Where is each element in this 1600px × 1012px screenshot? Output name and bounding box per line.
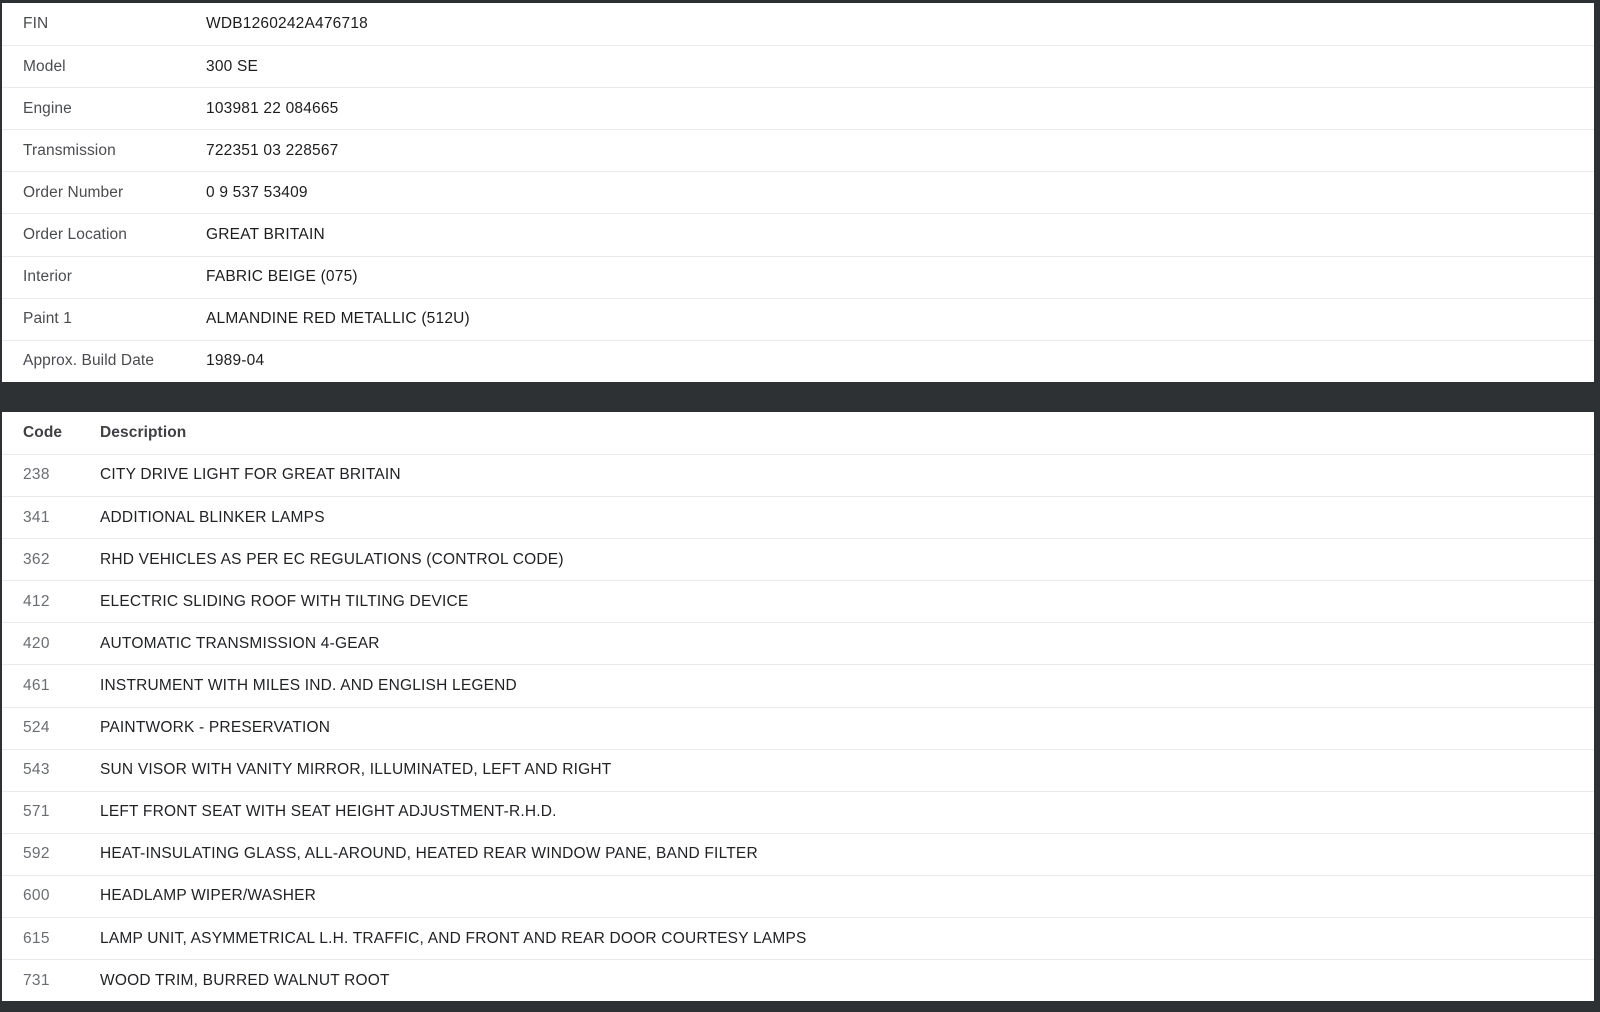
code-row <box>2 664 1594 706</box>
description-cell: RHD VEHICLES AS PER EC REGULATIONS (CONTROL CODE) <box>100 550 564 568</box>
codes-header-row <box>2 412 1594 454</box>
info-row-engine <box>2 87 1594 129</box>
description-cell: PAINTWORK - PRESERVATION <box>100 719 331 737</box>
code-row <box>2 917 1594 959</box>
description-cell: CITY DRIVE LIGHT FOR GREAT BRITAIN <box>100 466 401 484</box>
description-cell: ADDITIONAL BLINKER LAMPS <box>100 508 325 526</box>
info-row-fin <box>2 3 1594 45</box>
code-cell: 592 <box>23 845 50 863</box>
info-value: 722351 03 228567 <box>206 141 339 159</box>
code-row <box>2 959 1594 1001</box>
description-cell: SUN VISOR WITH VANITY MIRROR, ILLUMINATED, LEFT AND RIGHT <box>100 761 612 779</box>
info-row-build-date <box>2 340 1594 382</box>
info-label: Interior <box>23 268 73 286</box>
info-label: Approx. Build Date <box>23 352 155 370</box>
info-label: Paint 1 <box>23 310 72 328</box>
code-row <box>2 875 1594 917</box>
code-row <box>2 833 1594 875</box>
info-value: WDB1260242A476718 <box>206 15 368 33</box>
option-codes-table <box>2 412 1594 1001</box>
code-cell: 543 <box>23 761 50 779</box>
info-label: Order Number <box>23 183 124 201</box>
description-cell: LEFT FRONT SEAT WITH SEAT HEIGHT ADJUSTMENT-R.H.D. <box>100 803 557 821</box>
description-cell: LAMP UNIT, ASYMMETRICAL L.H. TRAFFIC, AND FRONT AND REAR DOOR COURTESY LAMPS <box>100 929 807 947</box>
code-row <box>2 454 1594 496</box>
code-column-header: Code <box>23 423 63 441</box>
code-row <box>2 707 1594 749</box>
info-value: FABRIC BEIGE (075) <box>206 268 358 286</box>
description-cell: AUTOMATIC TRANSMISSION 4-GEAR <box>100 634 380 652</box>
description-column-header: Description <box>100 423 187 441</box>
code-row <box>2 622 1594 664</box>
info-value: 1989-04 <box>206 352 265 370</box>
code-row <box>2 580 1594 622</box>
info-value: GREAT BRITAIN <box>206 226 325 244</box>
info-label: FIN <box>23 15 49 33</box>
info-row-model <box>2 45 1594 87</box>
info-label: Order Location <box>23 226 127 244</box>
code-row <box>2 538 1594 580</box>
code-cell: 600 <box>23 887 50 905</box>
code-cell: 461 <box>23 676 50 694</box>
info-row-paint <box>2 298 1594 340</box>
info-value: ALMANDINE RED METALLIC (512U) <box>206 310 470 328</box>
code-cell: 341 <box>23 508 50 526</box>
info-value: 0 9 537 53409 <box>206 183 308 201</box>
code-cell: 571 <box>23 803 50 821</box>
description-cell: ELECTRIC SLIDING ROOF WITH TILTING DEVICE <box>100 592 469 610</box>
info-value: 103981 22 084665 <box>206 99 339 117</box>
info-label: Model <box>23 57 66 75</box>
code-cell: 412 <box>23 592 50 610</box>
vehicle-info-table <box>2 3 1594 382</box>
code-cell: 615 <box>23 929 50 947</box>
info-row-transmission <box>2 129 1594 171</box>
code-cell: 362 <box>23 550 50 568</box>
description-cell: INSTRUMENT WITH MILES IND. AND ENGLISH LEGEND <box>100 676 517 694</box>
info-row-interior <box>2 256 1594 298</box>
code-row <box>2 791 1594 833</box>
code-cell: 731 <box>23 971 50 989</box>
info-row-order-location <box>2 213 1594 255</box>
info-label: Engine <box>23 99 72 117</box>
code-row <box>2 749 1594 791</box>
code-cell: 238 <box>23 466 50 484</box>
code-row <box>2 496 1594 538</box>
info-label: Transmission <box>23 141 116 159</box>
description-cell: HEAT-INSULATING GLASS, ALL-AROUND, HEATED REAR WINDOW PANE, BAND FILTER <box>100 845 758 863</box>
description-cell: HEADLAMP WIPER/WASHER <box>100 887 317 905</box>
code-cell: 420 <box>23 634 50 652</box>
description-cell: WOOD TRIM, BURRED WALNUT ROOT <box>100 971 390 989</box>
code-cell: 524 <box>23 719 50 737</box>
info-row-order-number <box>2 171 1594 213</box>
info-value: 300 SE <box>206 57 259 75</box>
